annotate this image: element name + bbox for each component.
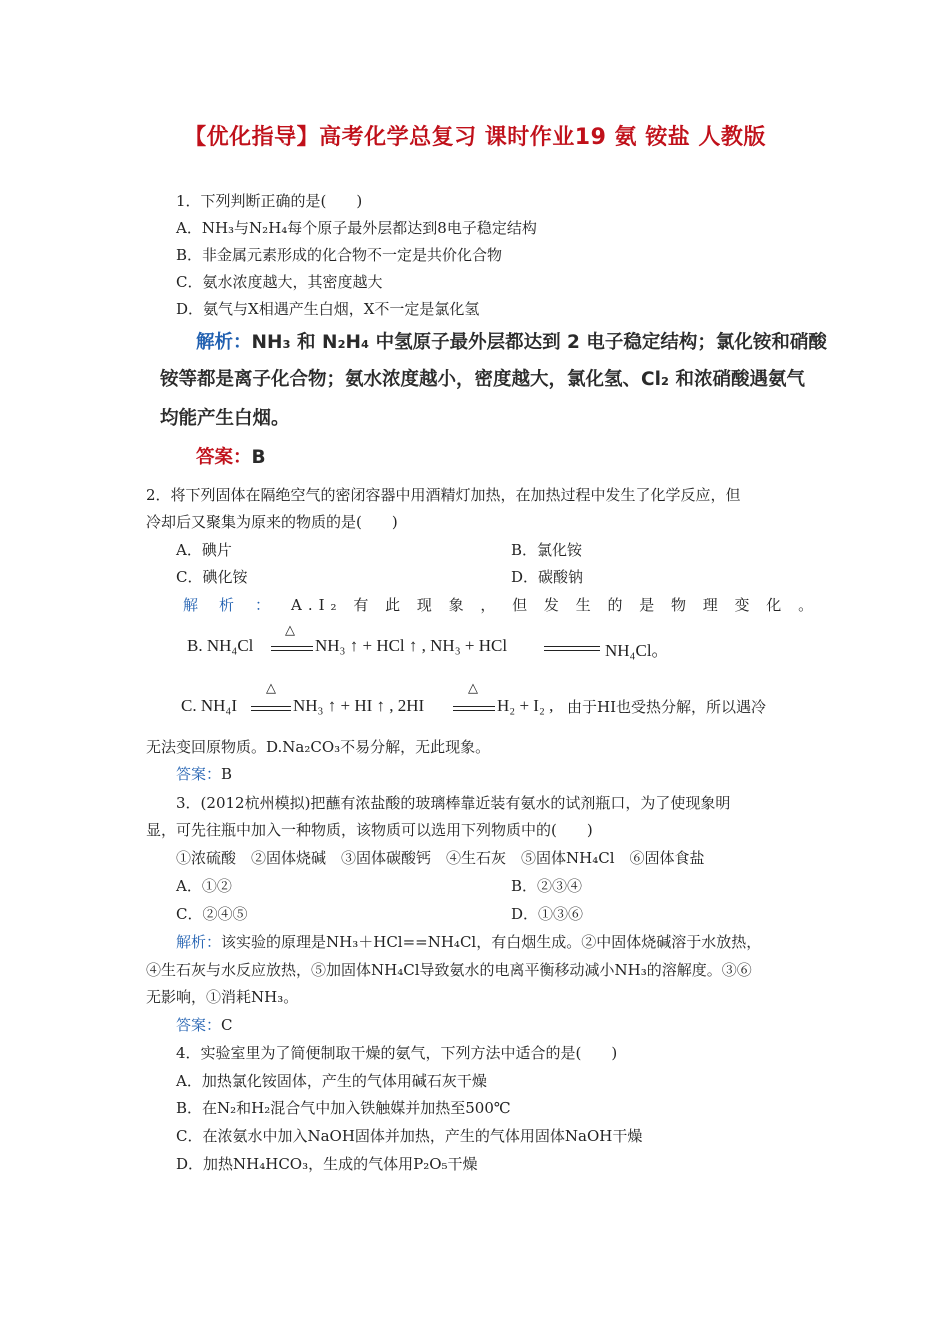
q4-option-c: C．在浓氨水中加入NaOH固体并加热，产生的气体用固体NaOH干燥: [176, 1127, 643, 1145]
q2-equation-b: B. NH₄Cl △ NH₃ ↑ + HCl ↑ , NH₃ + HCl NH₄Cl。: [187, 622, 669, 660]
q2-option-a: A．碘片: [176, 541, 232, 559]
q3-analysis-line-3: 无影响，①消耗NH₃。: [146, 988, 299, 1006]
q2-analysis-label: 解析：: [183, 596, 292, 614]
q1-analysis-line-1: 解析：NH₃ 和 N₂H₄ 中氢原子最外层都达到 2 电子稳定结构；氯化铵和硝酸: [196, 332, 827, 353]
page-title: 【优化指导】高考化学总复习 课时作业19 氨 铵盐 人教版: [184, 125, 766, 150]
heat-condition: △: [285, 622, 295, 637]
q3-analysis-line-2: ④生石灰与水反应放热，⑤加固体NH₄Cl导致氨水的电离平衡移动减小NH₃的溶解度。③⑥: [146, 961, 752, 979]
q1-answer: 答案：B: [196, 447, 266, 468]
q4-option-d: D．加热NH₄HCO₃，生成的气体用P₂O₅干燥: [176, 1155, 478, 1173]
q1-option-d: D．氨气与X相遇产生白烟，X不一定是氯化氢: [176, 300, 480, 318]
q3-answer-label: 答案：: [176, 1016, 222, 1034]
q3-stem-1: 3．(2012杭州模拟)把蘸有浓盐酸的玻璃棒靠近装有氨水的试剂瓶口，为了使现象明: [176, 794, 731, 812]
q1-option-c: C．氨水浓度越大，其密度越大: [176, 273, 383, 291]
q1-option-a: A．NH₃与N₂H₄每个原子最外层都达到8电子稳定结构: [176, 219, 537, 237]
q3-options-line: ①浓硫酸 ②固体烧碱 ③固体碳酸钙 ④生石灰 ⑤固体NH₄Cl ⑥固体食盐: [176, 849, 705, 867]
heat-condition: △: [266, 680, 276, 695]
q1-analysis-label: 解析：: [196, 332, 252, 353]
heat-condition: △: [468, 680, 478, 695]
q2-analysis-tail: 无法变回原物质。D.Na₂CO₃不易分解，无此现象。: [146, 738, 491, 756]
q3-option-a: A．①②: [176, 877, 232, 895]
q2-answer-label: 答案：: [176, 765, 222, 783]
q3-analysis-label: 解析：: [176, 933, 222, 951]
q1-analysis-line-2: 铵等都是离子化合物；氨水浓度越小，密度越大，氯化氢、Cl₂ 和浓硝酸遇氨气: [160, 369, 805, 390]
q1-option-b: B．非金属元素形成的化合物不一定是共价化合物: [176, 246, 503, 264]
q2-equation-c: C. NH₄I △ NH₃ ↑ + HI ↑ , 2HI △ H₂ + I₂ , 由于HI也受热分解，所以遇冷: [181, 680, 767, 716]
q2-option-c: C．碘化铵: [176, 568, 248, 586]
q2-option-d: D．碳酸钠: [511, 568, 584, 586]
q4-option-b: B．在N₂和H₂混合气中加入铁触媒并加热至500℃: [176, 1099, 511, 1117]
q3-stem-2: 显，可先往瓶中加入一种物质，该物质可以选用下列物质中的( ): [146, 821, 593, 839]
q1-analysis-line-3: 均能产生白烟。: [160, 408, 290, 429]
q3-analysis-line-1: 解析：该实验的原理是NH₃＋HCl==NH₄Cl，有白烟生成。②中固体烧碱溶于水放热，: [176, 933, 762, 951]
q2-stem-1: 2．将下列固体在隔绝空气的密闭容器中用酒精灯加热，在加热过程中发生了化学反应，但: [146, 486, 741, 504]
q1-answer-label: 答案：: [196, 447, 252, 468]
q2-answer: 答案：B: [176, 765, 233, 783]
q3-option-c: C．②④⑤: [176, 905, 248, 923]
q4-stem: 4．实验室里为了简便制取干燥的氨气，下列方法中适合的是( ): [176, 1044, 618, 1062]
q3-option-b: B．②③④: [511, 877, 583, 895]
q1-stem: 1．下列判断正确的是( ): [176, 192, 363, 210]
q2-stem-2: 冷却后又聚集为原来的物质的是( ): [146, 513, 398, 531]
q3-option-d: D．①③⑥: [511, 905, 584, 923]
q4-option-a: A．加热氯化铵固体，产生的气体用碱石灰干燥: [176, 1072, 487, 1090]
q2-option-b: B．氯化铵: [511, 541, 583, 559]
q3-answer: 答案：C: [176, 1016, 233, 1034]
q2-analysis-line-1: 解析：A.I₂ 有 此 现 象 ， 但 发 生 的 是 物 理 变 化 。: [183, 596, 820, 614]
